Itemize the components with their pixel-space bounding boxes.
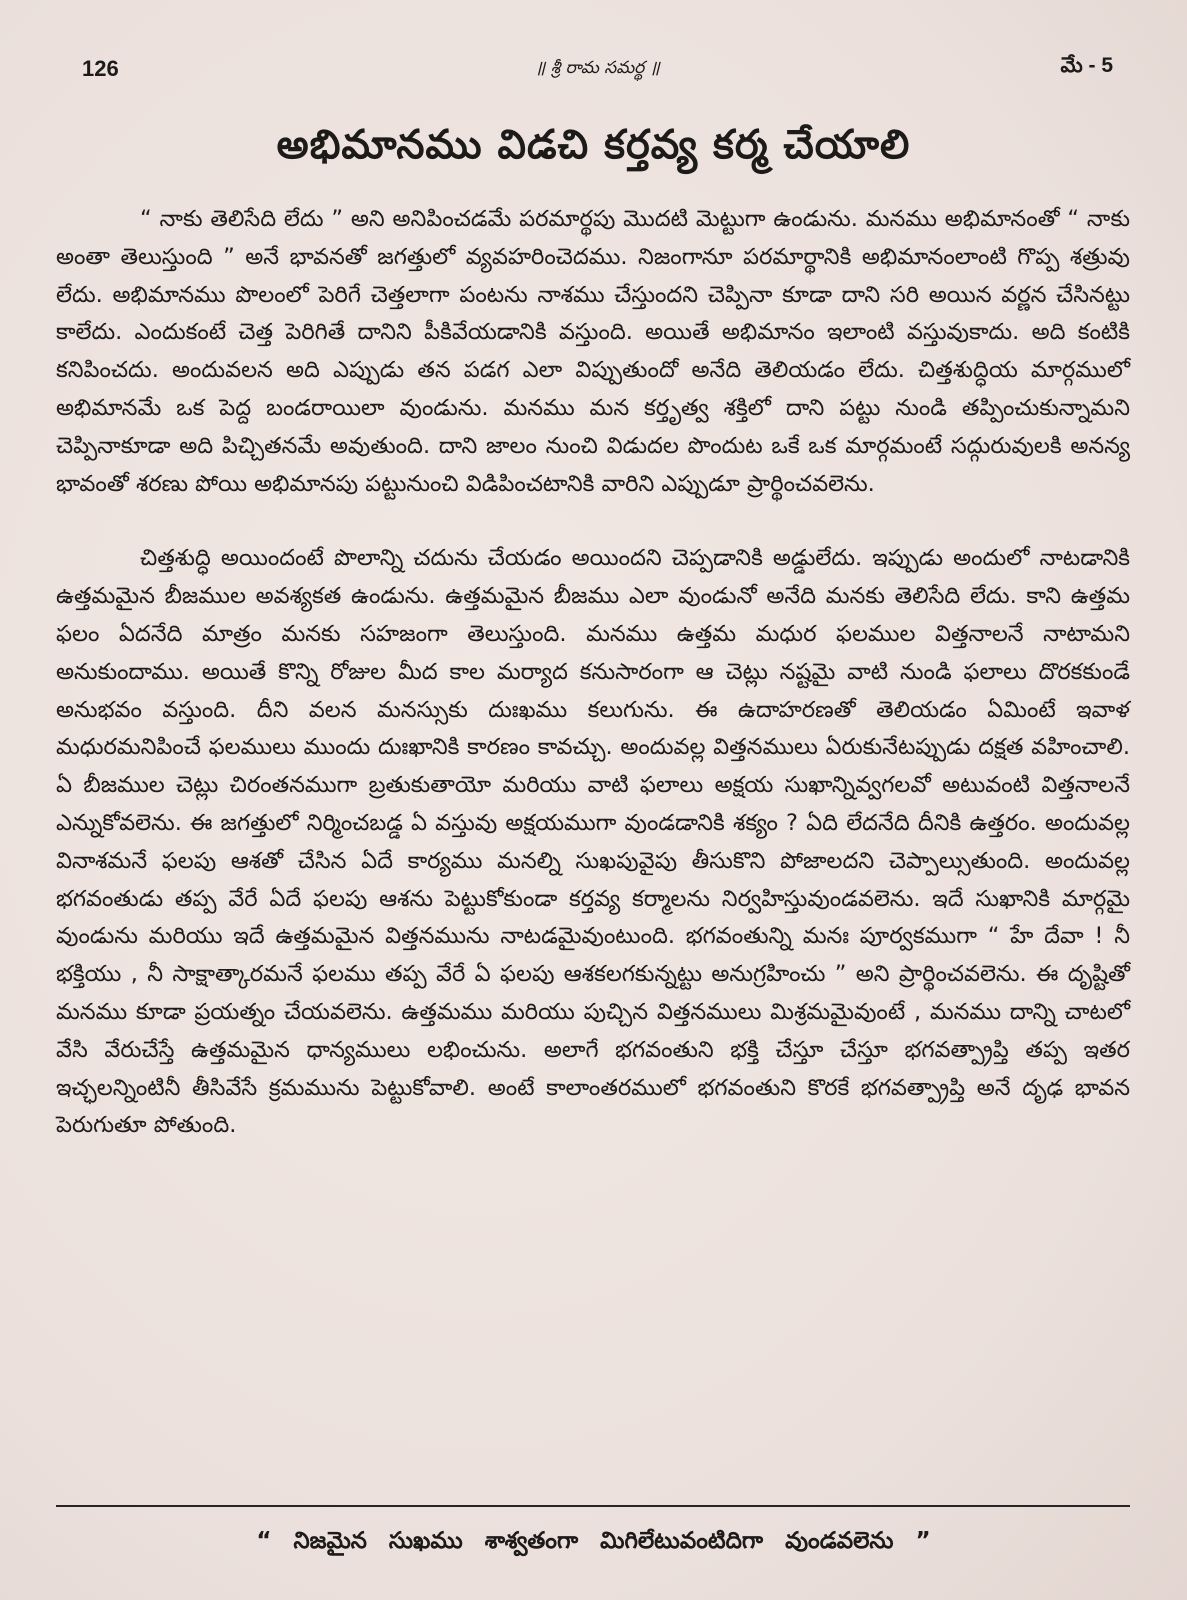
running-head: ॥ శ్రీ రామ సమర్థ ॥ — [535, 58, 660, 78]
footer-quote: “ నిజమైన సుఖము శాశ్వతంగా మిగిలేటువంటిదిగా వుండవలెను ” — [256, 1528, 931, 1554]
paragraph-2: చిత్తశుద్ధి అయిందంటే పొలాన్ని చదును చేయడం అయిందని చెప్పడానికి అడ్డులేదు. ఇప్పుడు అందులో నాటడానికి ఉత్తమమైన బీజముల అవశ్యకత ఉండును. ఉత్తమమైన బీజము ఎలా వుండునో అనేది మనకు తెలిసేది లేదు. కాని ఉత్తమ ఫలం ఏదనేది మాత్రం మనకు సహజంగా తెలుస్తుంది. మనము ఉత్తమ మధుర ఫలముల విత్తనాలనే నాటామని అనుకుందాము. అయితే కొన్ని రోజుల మీద కాల మర్యాద కనుసారంగా ఆ చెట్లు నష్టమై వాటి నుండి ఫలాలు దొరకకుండే అనుభవం వస్తుంది. దీని వలన మనస్సుకు దుఃఖము కలుగును. ఈ ఉదాహరణతో తెలియడం ఏమింటే ఇవాళ మధురమనిపించే ఫలములు ముందు దుఃఖానికి కారణం కావచ్చు. అందువల్ల విత్తనములు ఏరుకునేటప్పుడు దక్షత వహించాలి. ఏ బీజముల చెట్లు చిరంతనముగా బ్రతుకుతాయో మరియు వాటి ఫలాలు అక్షయ సుఖాన్నివ్వగలవో అటువంటి విత్తనాలనే ఎన్నుకోవలెను. ఈ జగత్తులో నిర్మించబడ్డ ఏ వస్తువు అక్షయముగా వుండడానికి శక్యం ? ఏది లేదనేది దీనికి ఉత్తరం. అందువల్ల వినాశమనే ఫలపు ఆశతో చేసిన ఏదే కార్యము మనల్ని సుఖపువైపు తీసుకొని పోజాలదని చెప్పాల్సుతుంది. అందువల్ల భగవంతుడు తప్ప వేరే ఏదే ఫలపు ఆశను పెట్టుకోకుండా కర్తవ్య కర్మాలను నిర్వహిస్తువుండవలెను. ఇదే సుఖానికి మార్గమై వుండును మరియు ఇదే ఉత్తమమైన విత్తనమును నాటడమైవుంటుంది. భగవంతున్ని మనః పూర్వకముగా “ హే దేవా ! నీ భక్తియు , నీ సాక్షాత్కారమనే ఫలము తప్ప వేరే ఏ ఫలపు ఆశకలగకున్నట్టు అనుగ్రహించు ” అని ప్రార్థించవలెను. ఈ దృష్టితో మనము కూడా ప్రయత్నం చేయవలెను. ఉత్తమము మరియు పుచ్చిన విత్తనములు మిశ్రమమైవుంటే , మనము దాన్ని చాటలో వేసి వేరుచేస్తే ఉత్తమమైన ధాన్యములు లభించును. అలాగే భగవంతుని భక్తి చేస్తూ చేస్తూ భగవత్ప్రాప్తి తప్ప ఇతర ఇచ్ఛలన్నింటినీ తీసివేసే క్రమమును పెట్టుకోవాలి. అంటే కాలాంతరములో భగవంతుని కొరకే భగవత్ప్రాప్తి అనే దృఢ భావన పెరుగుతూ పోతుంది. — [56, 545, 1130, 1139]
footer-divider — [56, 1505, 1130, 1507]
paragraph-1: “ నాకు తెలిసేది లేదు ” అని అనిపించడమే పరమార్థపు మొదటి మెట్టుగా ఉండును. మనము అభిమానంతో “ నాకు అంతా తెలుస్తుంది ” అనే భావనతో జగత్తులో వ్యవహరించెదము. నిజంగానూ పరమార్థానికి అభిమానంలాంటి గొప్ప శత్రువు లేదు. అభిమానము పొలంలో పెరిగే చెత్తలాగా పంటను నాశము చేస్తుందని చెప్పినా కూడా దాని సరి అయిన వర్ణన చేసినట్టు కాలేదు. ఎందుకంటే చెత్త పెరిగితే దానిని పీకివేయడానికి వస్తుంది. అయితే అభిమానం ఇలాంటి వస్తువుకాదు. అది కంటికి కనిపించదు. అందువలన అది ఎప్పుడు తన పడగ ఎలా విప్పుతుందో అనేది తెలియడం లేదు. చిత్తశుద్ధియ మార్గములో అభిమానమే ఒక పెద్ద బండరాయిలా వుండును. మనము మన కర్తృత్వ శక్తిలో దాని పట్టు నుండి తప్పించుకున్నామని చెప్పినాకూడా అది పిచ్చితనమే అవుతుంది. దాని జాలం నుంచి విడుదల పొందుట ఒకే ఒక మార్గమంటే సద్గురువులకి అనన్య భావంతో శరణు పోయి అభిమానపు పట్టునుంచి విడిపించటానికి వారిని ఎప్పుడూ ప్రార్థించవలెను. — [56, 206, 1130, 497]
page-number: 126 — [82, 56, 119, 81]
chapter-title: అభిమానము విడచి కర్తవ్య కర్మ చేయాలి — [276, 122, 911, 168]
body-text — [56, 201, 1130, 1145]
page-header — [82, 52, 1113, 88]
date-label: మే - 5 — [1060, 54, 1113, 77]
